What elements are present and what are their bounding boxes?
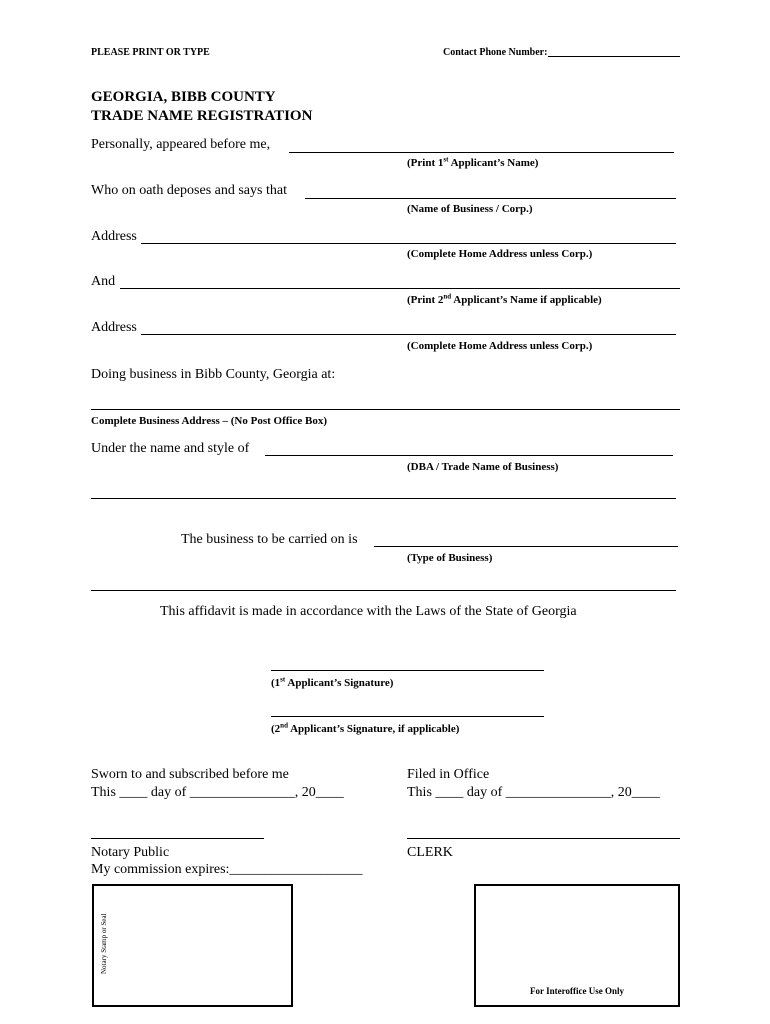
applicant2-caption: (Print 2nd Applicant’s Name if applicable)	[407, 292, 602, 306]
dba-extra-field[interactable]	[93, 482, 674, 498]
address2-label: Address	[91, 320, 137, 335]
type-extra-field[interactable]	[93, 574, 674, 590]
applicant1-caption: (Print 1st Applicant’s Name)	[407, 155, 539, 169]
signature2-line[interactable]	[271, 716, 544, 717]
signature1-caption: (1st Applicant’s Signature)	[271, 675, 394, 689]
commission-label: My commission expires:___________________	[91, 862, 363, 877]
sworn-line2: This ____ day of _______________, 20____	[91, 785, 344, 800]
applicant1-name-field[interactable]	[292, 136, 672, 152]
type-label: The business to be carried on is	[181, 532, 358, 547]
dba-field[interactable]	[268, 439, 671, 455]
business-name-field[interactable]	[308, 182, 674, 198]
title-registration: TRADE NAME REGISTRATION	[91, 108, 313, 124]
notary-stamp-label: Notary Stamp or Seal	[100, 913, 108, 974]
business-name-caption: (Name of Business / Corp.)	[407, 203, 533, 215]
address1-caption: (Complete Home Address unless Corp.)	[407, 248, 593, 260]
dba-extra-line	[91, 498, 676, 499]
print-instruction: PLEASE PRINT OR TYPE	[91, 47, 210, 58]
business-address-line	[91, 409, 680, 410]
business-address-caption: Complete Business Address – (No Post Office Box)	[91, 415, 327, 427]
signature2-caption: (2nd Applicant’s Signature, if applicable)	[271, 721, 460, 735]
address2-line	[141, 334, 676, 335]
signature1-line[interactable]	[271, 670, 544, 671]
address1-field[interactable]	[144, 227, 674, 243]
address1-label: Address	[91, 229, 137, 244]
filed-line2: This ____ day of _______________, 20____	[407, 785, 660, 800]
notary-stamp-box	[92, 884, 293, 1007]
type-field[interactable]	[377, 530, 676, 546]
notary-label: Notary Public	[91, 845, 170, 860]
business-address-field[interactable]	[93, 393, 678, 409]
contact-phone-field[interactable]	[550, 42, 678, 58]
interoffice-box	[474, 884, 680, 1007]
interoffice-label: For Interoffice Use Only	[530, 986, 624, 996]
type-caption: (Type of Business)	[407, 552, 493, 564]
and-label: And	[91, 274, 116, 289]
contact-phone-label: Contact Phone Number:	[443, 47, 548, 58]
clerk-label: CLERK	[407, 845, 453, 860]
dba-line	[265, 455, 673, 456]
address1-line	[141, 243, 676, 244]
type-line	[374, 546, 678, 547]
business-name-line	[305, 198, 676, 199]
address2-field[interactable]	[144, 318, 674, 334]
affidavit-text: This affidavit is made in accordance with the Laws of the State of Georgia	[160, 604, 577, 619]
clerk-signature-line[interactable]	[407, 838, 680, 839]
filed-line1: Filed in Office	[407, 767, 490, 782]
notary-signature-line[interactable]	[91, 838, 264, 839]
applicant2-line	[120, 288, 680, 289]
applicant1-line	[289, 152, 674, 153]
type-extra-line	[91, 590, 676, 591]
sworn-line1: Sworn to and subscribed before me	[91, 767, 289, 782]
address2-caption: (Complete Home Address unless Corp.)	[407, 340, 593, 352]
doing-business-label: Doing business in Bibb County, Georgia at:	[91, 367, 336, 382]
applicant2-name-field[interactable]	[123, 272, 678, 288]
deposes-label: Who on oath deposes and says that	[91, 183, 287, 198]
style-label: Under the name and style of	[91, 441, 250, 456]
appeared-label: Personally, appeared before me,	[91, 137, 271, 152]
dba-caption: (DBA / Trade Name of Business)	[407, 461, 559, 473]
title-county: GEORGIA, BIBB COUNTY	[91, 89, 276, 105]
